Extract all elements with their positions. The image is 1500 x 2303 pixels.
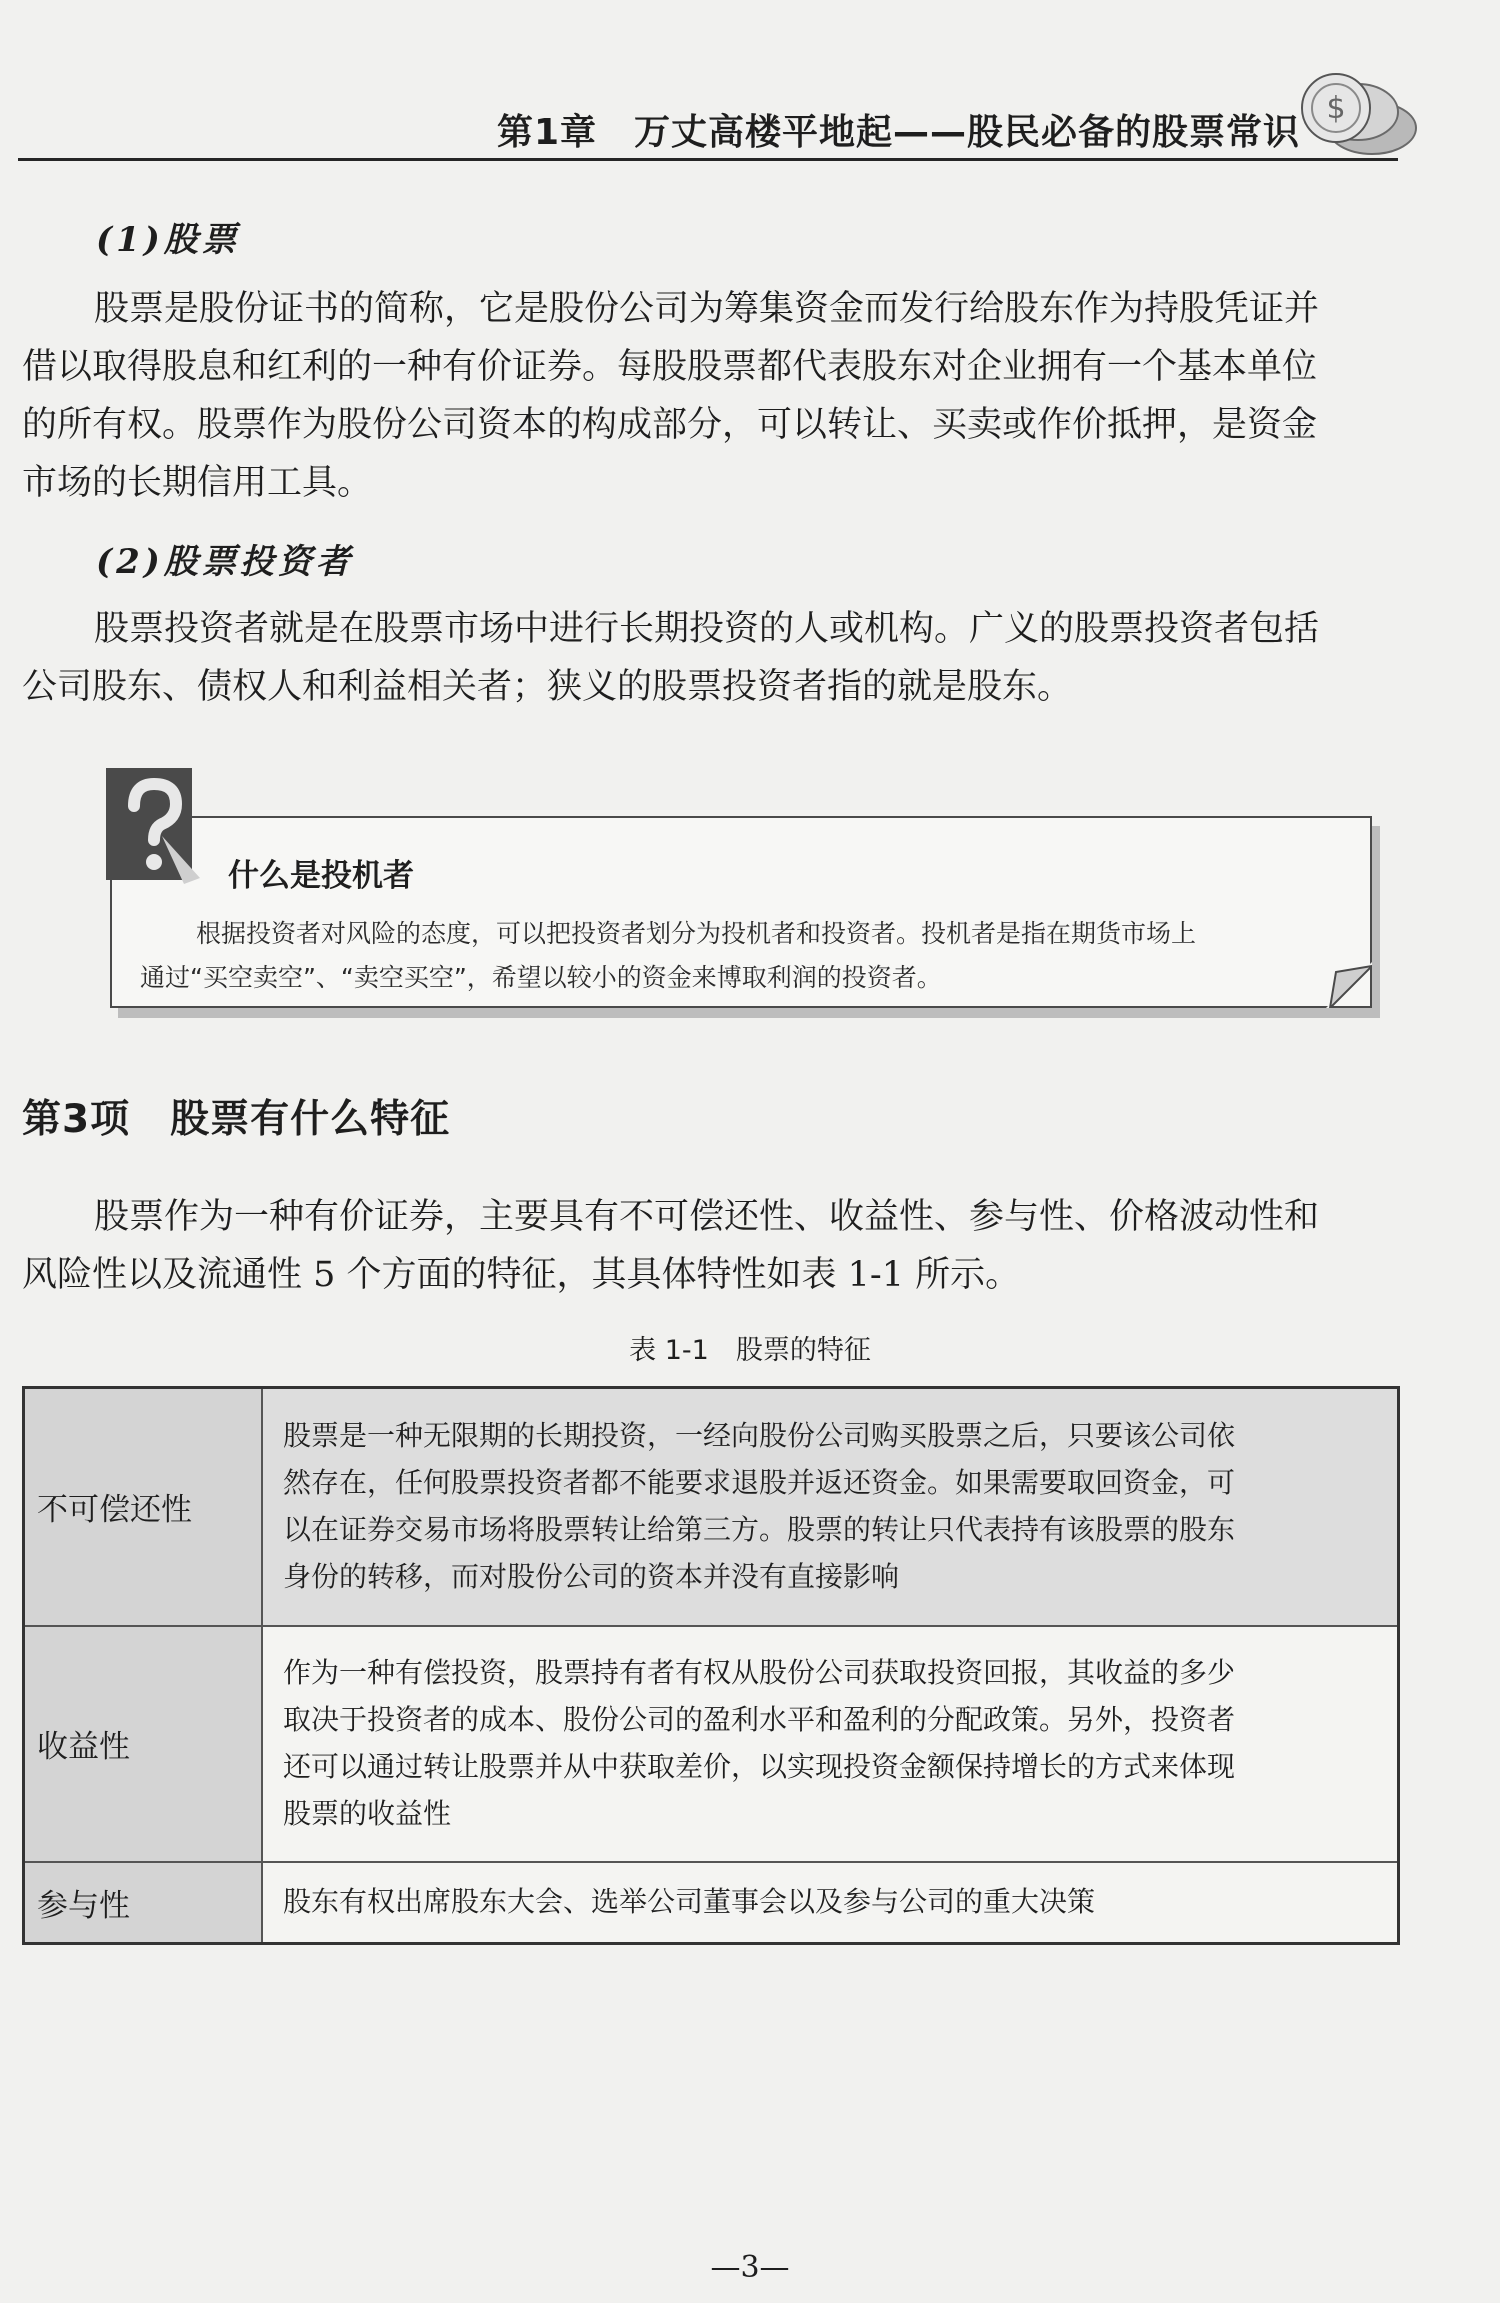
section-heading: 第3项 股票有什么特征 xyxy=(22,1097,451,1142)
text-line: 作为一种有偿投资，股票持有者有权从股份公司获取投资回报，其收益的多少 xyxy=(283,1655,1236,1689)
text-line: 身份的转移，而对股份公司的资本并没有直接影响 xyxy=(283,1559,900,1593)
stock-features-table xyxy=(22,1386,1400,1945)
text-line: 公司股东、债权人和利益相关者；狭义的股票投资者指的就是股东。 xyxy=(22,667,1073,707)
stock-definition-paragraph xyxy=(22,280,1412,512)
running-header xyxy=(18,91,1398,161)
text-line: 以在证券交易市场将股票转让给第三方。股票的转让只代表持有该股票的股东 xyxy=(283,1512,1236,1546)
table-caption: 表 1-1 股票的特征 xyxy=(629,1335,871,1366)
question-mark-icon xyxy=(104,766,204,886)
text-line: 借以取得股息和红利的一种有价证券。每股股票都代表股东对企业拥有一个基本单位 xyxy=(22,347,1318,387)
text-line: 股票是股份证书的简称，它是股份公司为筹集资金而发行给股东作为持股凭证并 xyxy=(94,289,1320,329)
feature-description xyxy=(262,1862,1399,1944)
table-row xyxy=(24,1388,1399,1626)
investor-paragraph xyxy=(22,600,1412,716)
text-line: 的所有权。股票作为股份公司资本的构成部分，可以转让、买卖或作价抵押，是资金 xyxy=(22,405,1318,445)
feature-description xyxy=(262,1626,1399,1862)
coins-icon xyxy=(1292,62,1420,162)
text-line: 股票投资者就是在股票市场中进行长期投资的人或机构。广义的股票投资者包括 xyxy=(94,609,1320,649)
text-line: 取决于投资者的成本、股份公司的盈利水平和盈利的分配政策。另外，投资者 xyxy=(283,1702,1236,1736)
text-line: 股东有权出席股东大会、选举公司董事会以及参与公司的重大决策 xyxy=(283,1884,1096,1918)
page-number: —3— xyxy=(710,2250,790,2285)
svg-text:$: $ xyxy=(1326,91,1346,126)
feature-label: 不可偿还性 xyxy=(24,1388,263,1626)
table-row xyxy=(24,1626,1399,1862)
subheading-stock: (1)股票 xyxy=(96,220,240,260)
feature-label: 收益性 xyxy=(24,1626,263,1862)
text-line: 股票的收益性 xyxy=(283,1796,452,1830)
text-line: 还可以通过转让股票并从中获取差价，以实现投资金额保持增长的方式来体现 xyxy=(283,1749,1236,1783)
text-line: 风险性以及流通性 5 个方面的特征，其具体特性如表 1-1 所示。 xyxy=(22,1255,1021,1295)
note-title: 什么是投机者 xyxy=(228,858,414,894)
feature-description xyxy=(262,1388,1399,1626)
features-intro-paragraph xyxy=(22,1188,1412,1304)
text-line: 股票是一种无限期的长期投资，一经向股份公司购买股票之后，只要该公司依 xyxy=(283,1418,1236,1452)
note-box xyxy=(110,816,1372,1008)
text-line: 股票作为一种有价证券，主要具有不可偿还性、收益性、参与性、价格波动性和 xyxy=(94,1197,1320,1237)
subheading-investor: (2)股票投资者 xyxy=(96,542,354,582)
note-line: 通过“买空卖空”、“卖空买空”，希望以较小的资金来博取利润的投资者。 xyxy=(140,963,942,992)
text-line: 然存在，任何股票投资者都不能要求退股并返还资金。如果需要取回资金，可 xyxy=(283,1465,1236,1499)
table-row xyxy=(24,1862,1399,1944)
running-title: 第1章 万丈高楼平地起——股民必备的股票常识 xyxy=(496,112,1300,153)
page-curl-corner xyxy=(1326,962,1372,1008)
text-line: 市场的长期信用工具。 xyxy=(22,463,373,503)
note-line: 根据投资者对风险的态度，可以把投资者划分为投机者和投资者。投机者是指在期货市场上 xyxy=(196,919,1197,948)
feature-label: 参与性 xyxy=(24,1862,263,1944)
